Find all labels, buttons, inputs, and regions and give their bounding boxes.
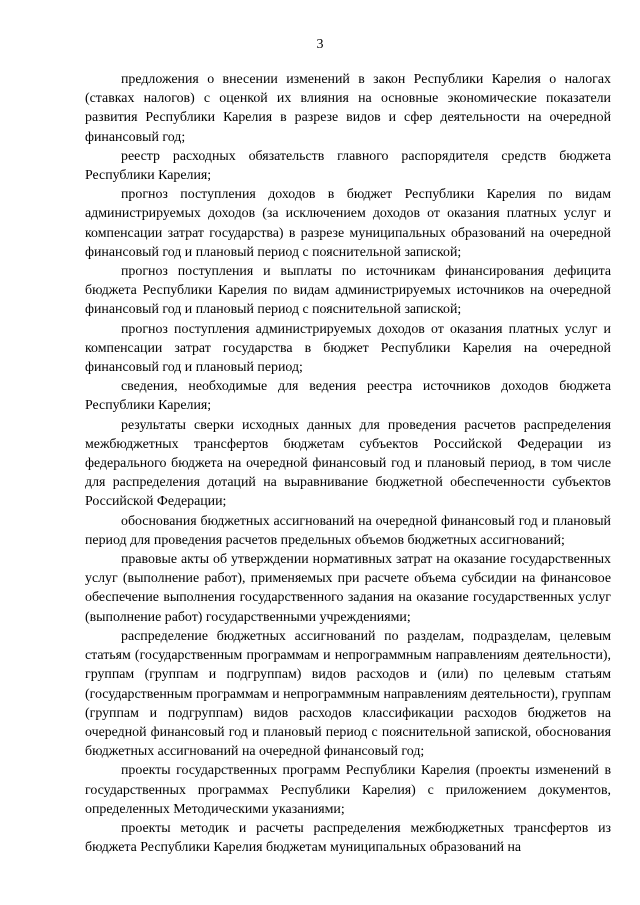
page-number: 3 (316, 37, 324, 52)
paragraph-revenue-sources-register: сведения, необходимые для ведения реестра источников доходов бюджета Республики Карелия; (85, 379, 611, 414)
document-body (85, 70, 611, 857)
paragraph-deficit-financing-forecast: прогноз поступления и выплаты по источникам финансирования дефицита бюджета Республики Карелия по видам администрируемых источников на очередной финансовый год и плановый период с пояснительной запиской; (85, 264, 611, 318)
paragraph-revenue-forecast: прогноз поступления доходов в бюджет Республики Карелия по видам администрируемых доходов (за исключением доходов от оказания платных услуг и компенсации затрат государства) в разрезе муниципальных образований на очередной финансовый год и плановый период с пояснительной запиской; (85, 187, 611, 260)
paragraph-normative-costs-acts: правовые акты об утверждении нормативных затрат на оказание государственных услуг (выполнение работ), применяемых при расчете объема субсидии на финансовое обеспечение выполнения государственного задания на оказание государственных услуг (выполнение работ) государственными учреждениями; (85, 552, 611, 625)
paragraph-paid-services-revenue-forecast: прогноз поступления администрируемых доходов от оказания платных услуг и компенсации затрат государства в бюджет Республики Карелия на очередной финансовый год и плановый период; (85, 321, 611, 376)
paragraph-tax-law-proposals: предложения о внесении изменений в закон Республики Карелия о налогах (ставках налогов) с оценкой их влияния на основные экономические показатели развития Республики Карелия в разрезе видов и сфер деятельности на очередной финансовый год; (85, 72, 611, 145)
paragraph-budget-allocation-justification: обоснования бюджетных ассигнований на очередной финансовый год и плановый период для проведения расчетов предельных объемов бюджетных ассигнований; (85, 513, 611, 548)
paragraph-state-programs-drafts: проекты государственных программ Республики Карелия (проекты изменений в государственных программах Республики Карелия) с приложением документов, определенных Методическими указаниями; (85, 763, 611, 817)
paragraph-expenditure-register: реестр расходных обязательств главного распорядителя средств бюджета Республики Карелия; (85, 148, 611, 184)
paragraph-transfer-methodologies: проекты методик и расчеты распределения межбюджетных трансфертов из бюджета Республики Карелия бюджетам муниципальных образований на (85, 820, 611, 856)
paragraph-reconciliation-results: результаты сверки исходных данных для проведения расчетов распределения межбюджетных трансфертов бюджетам субъектов Российской Федерации из федерального бюджета на очередной финансовый год и плановый период, в том числе для распределения дотаций на выравнивание бюджетной обеспеченности субъектов Российской Федерации; (85, 417, 611, 510)
paragraph-budget-allocation-distribution: распределение бюджетных ассигнований по разделам, подразделам, целевым статьям (государственным программам и непрограммным направлениям деятельности), группам (группам и подгруппам) видов расходов и (или) по целевым статьям (государственным программам и непрограммным направлениям деятельности), группам (группам и подгруппам) видов расходов классификации расходов бюджетов на очередной финансовый год и плановый период с пояснительной запиской, обоснования бюджетных ассигнований на очередной финансовый год; (85, 628, 611, 760)
